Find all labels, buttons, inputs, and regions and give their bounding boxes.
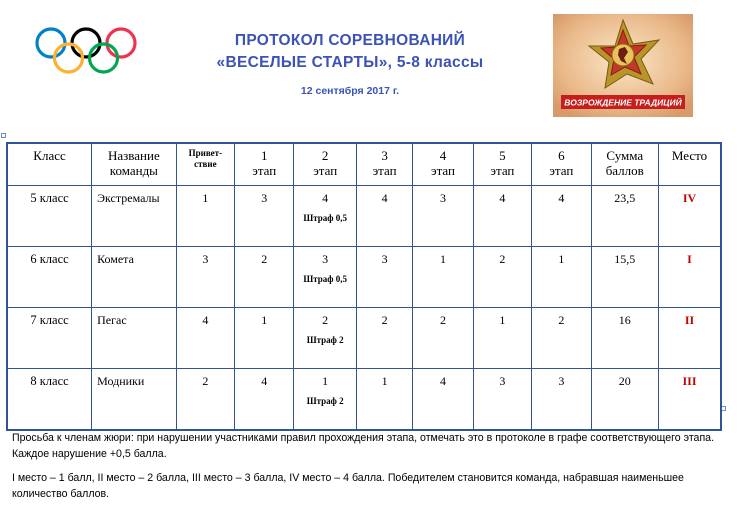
cell-stage-3: 4 <box>356 186 412 247</box>
penalty-note: Штраф 0,5 <box>303 274 347 284</box>
cell-team: Модники <box>92 369 177 431</box>
header-stage-3: 3 этап <box>356 143 412 186</box>
penalty-note: Штраф 2 <box>306 335 344 345</box>
cell-sum: 16 <box>591 308 658 369</box>
ring-yellow <box>55 44 83 72</box>
ring-red <box>107 29 135 57</box>
results-table <box>6 142 722 431</box>
cell-stage-1: 3 <box>235 186 294 247</box>
cell-stage-2: 1 Штраф 2 <box>294 369 356 431</box>
cell-stage-2: 4 Штраф 0,5 <box>294 186 356 247</box>
penalty-note: Штраф 0,5 <box>303 213 347 223</box>
header-stage-6: 6 этап <box>532 143 591 186</box>
header-greeting: Привет- ствие <box>176 143 234 186</box>
header-stage-5: 5 этап <box>473 143 531 186</box>
penalty-note: Штраф 2 <box>306 396 344 406</box>
date-label: 12 сентября 2017 г. <box>300 85 400 97</box>
cell-team: Экстремалы <box>92 186 177 247</box>
header-sum: Сумма баллов <box>591 143 658 186</box>
cell-team: Пегас <box>92 308 177 369</box>
cell-stage-5: 3 <box>473 369 531 431</box>
table-row <box>7 308 721 369</box>
table-row <box>7 369 721 431</box>
cell-stage-3: 3 <box>356 247 412 308</box>
cell-stage-4: 3 <box>413 186 473 247</box>
star-emblem-icon <box>553 14 693 117</box>
cell-stage-3: 1 <box>356 369 412 431</box>
cell-stage-3: 2 <box>356 308 412 369</box>
cell-stage-4: 1 <box>413 247 473 308</box>
cell-place: II <box>658 308 721 369</box>
ring-blue <box>37 29 65 57</box>
cell-stage-2: 3 Штраф 0,5 <box>294 247 356 308</box>
header-stage-4: 4 этап <box>413 143 473 186</box>
cell-greeting: 4 <box>176 308 234 369</box>
title-line-1: ПРОТОКОЛ СОРЕВНОВАНИЙ <box>234 32 466 49</box>
notes-section <box>12 430 732 510</box>
ring-green <box>90 44 118 72</box>
cell-stage-6: 3 <box>532 369 591 431</box>
cell-greeting: 3 <box>176 247 234 308</box>
cell-sum: 23,5 <box>591 186 658 247</box>
cell-class: 5 класс <box>7 186 92 247</box>
emblem-caption: ВОЗРОЖДЕНИЕ ТРАДИЦИЙ <box>564 97 682 108</box>
table-header-row <box>7 143 721 186</box>
page-header <box>170 30 530 97</box>
table-row <box>7 186 721 247</box>
olympic-rings-icon <box>34 26 138 76</box>
cell-place: III <box>658 369 721 431</box>
cell-stage-5: 4 <box>473 186 531 247</box>
cell-class: 7 класс <box>7 308 92 369</box>
cell-stage-6: 2 <box>532 308 591 369</box>
cell-stage-4: 4 <box>413 369 473 431</box>
header-stage-1: 1 этап <box>235 143 294 186</box>
cell-stage-6: 1 <box>532 247 591 308</box>
cell-greeting: 1 <box>176 186 234 247</box>
cell-class: 6 класс <box>7 247 92 308</box>
cell-place: IV <box>658 186 721 247</box>
cell-stage-1: 2 <box>235 247 294 308</box>
cell-stage-5: 1 <box>473 308 531 369</box>
cell-team: Комета <box>92 247 177 308</box>
cell-class: 8 класс <box>7 369 92 431</box>
cell-sum: 15,5 <box>591 247 658 308</box>
cell-stage-1: 1 <box>235 308 294 369</box>
cell-greeting: 2 <box>176 369 234 431</box>
cell-stage-4: 2 <box>413 308 473 369</box>
cell-sum: 20 <box>591 369 658 431</box>
table-row <box>7 247 721 308</box>
cell-stage-6: 4 <box>532 186 591 247</box>
header-class: Класс <box>7 143 92 186</box>
header-place: Место <box>658 143 721 186</box>
jury-instruction: Просьба к членам жюри: при нарушении участниками правил прохождения этапа, отмечать это в протоколе в графе соответствующего этапа. Каждое нарушение +0,5 балла. <box>12 432 715 460</box>
title-line-2: «ВЕСЕЛЫЕ СТАРТЫ», 5-8 классы <box>216 54 484 71</box>
cell-stage-5: 2 <box>473 247 531 308</box>
header-stage-2: 2 этап <box>294 143 356 186</box>
ring-black <box>72 29 100 57</box>
cell-stage-1: 4 <box>235 369 294 431</box>
table-move-handle[interactable] <box>1 133 6 138</box>
cell-stage-2: 2 Штраф 2 <box>294 308 356 369</box>
scoring-rules: I место – 1 балл, II место – 2 балла, III место – 3 балла, IV место – 4 балла. Победителем становится команда, набравшая наименьшее количество баллов. <box>12 472 684 500</box>
header-team: Название команды <box>92 143 177 186</box>
cell-place: I <box>658 247 721 308</box>
